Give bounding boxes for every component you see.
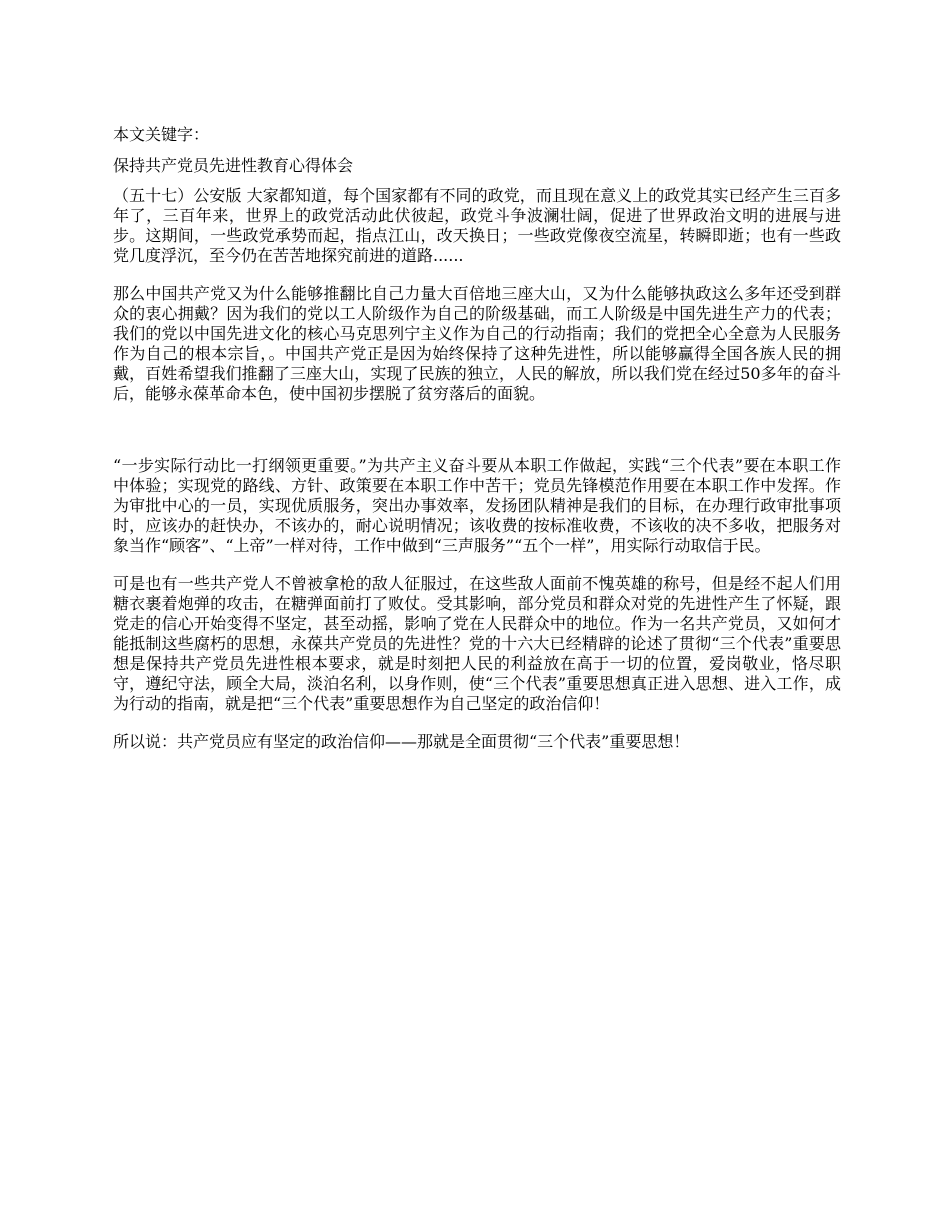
keyword-label: 本文关键字：	[113, 125, 210, 144]
paragraph-belief: 可是也有一些共产党人不曾被拿枪的敌人征服过，在这些敌人面前不愧英雄的称号，但是经不起人们用糖衣裹着炮弹的攻击，在糖弹面前打了败仗。受其影响，部分党员和群众对党的先进性产生了怀疑，跟党走的信心开始变得不坚定，甚至动摇，影响了党在人民群众中的地位。作为一名共产党员，又如何才能抵制这些腐朽的思想，永葆共产党员的先进性？党的十六大已经精辟的论述了贯彻“三个代表”重要思想是保持共产党员先进性根本要求，就是时刻把人民的利益放在高于一切的位置，爱岗敬业，恪尽职守，遵纪守法，顾全大局，淡泊名利，以身作则，使“三个代表”重要思想真正进入思想、进入工作，成为行动的指南，就是把“三个代表”重要思想作为自己坚定的政治信仰！	[113, 574, 841, 713]
section-gap	[113, 404, 841, 456]
document-page	[113, 125, 841, 752]
paragraph-intro: （五十七）公安版 大家都知道，每个国家都有不同的政党，而且现在意义上的政党其实已经产生三百多年了，三百年来，世界上的政党活动此伏彼起，政党斗争波澜壮阔，促进了世界政治文明的进展与进步。这期间，一些政党承势而起，指点江山，改天换日；一些政党像夜空流星，转瞬即逝；也有一些政党几度浮沉，至今仍在苦苦地探究前进的道路......	[113, 186, 841, 265]
paragraph-conclusion: 所以说：共产党员应有坚定的政治信仰——那就是全面贯彻“三个代表”重要思想！	[113, 732, 690, 751]
paragraph-party-history: 那么中国共产党又为什么能够推翻比自己力量大百倍地三座大山，又为什么能够执政这么多年还受到群众的衷心拥戴？因为我们的党以工人阶级作为自己的阶级基础，而工人阶级是中国先进生产力的代表；我们的党以中国先进文化的核心马克思列宁主义作为自己的行动指南；我们的党把全心全意为人民服务作为自己的根本宗旨，。中国共产党正是因为始终保持了这种先进性，所以能够赢得全国各族人民的拥戴，百姓希望我们推翻了三座大山，实现了民族的独立，人民的解放，所以我们党在经过50多年的奋斗后，能够永葆革命本色，使中国初步摆脱了贫穷落后的面貌。	[113, 284, 841, 403]
document-title: 保持共产党员先进性教育心得体会	[113, 156, 354, 175]
paragraph-action: “一步实际行动比一打纲领更重要。”为共产主义奋斗要从本职工作做起，实践“三个代表”要在本职工作中体验；实现党的路线、方针、政策要在本职工作中苦干；党员先锋模范作用要在本职工作中发挥。作为审批中心的一员，实现优质服务，突出办事效率，发扬团队精神是我们的目标，在办理行政审批事项时，应该办的赶快办，不该办的，耐心说明情况；该收费的按标准收费，不该收的决不多收，把服务对象当作“顾客”、“上帝”一样对待，工作中做到“三声服务”“五个一样”，用实际行动取信于民。	[113, 456, 841, 555]
